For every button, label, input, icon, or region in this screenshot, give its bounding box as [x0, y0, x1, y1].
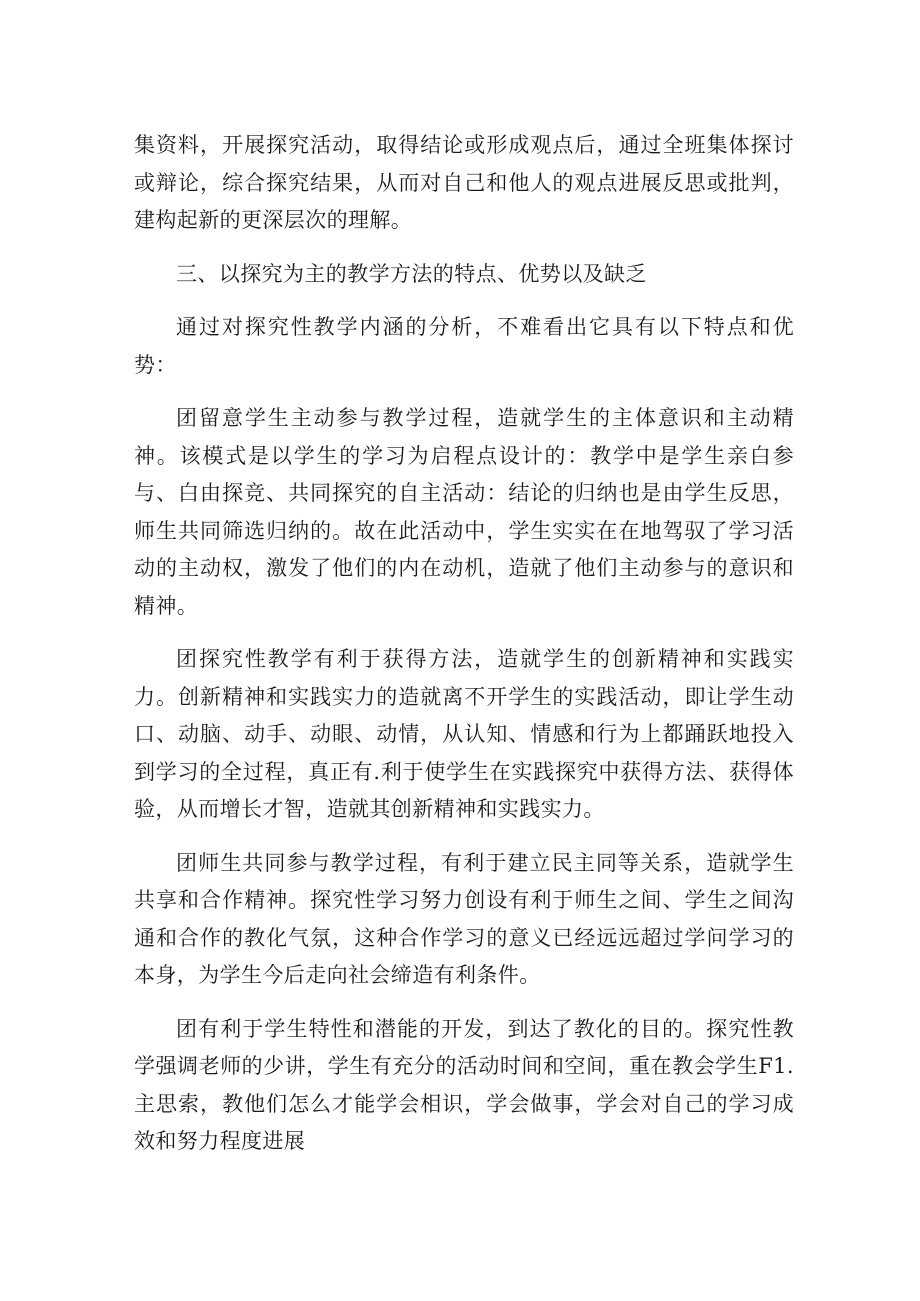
document-body [134, 127, 794, 1177]
paragraph-intro: 通过对探究性教学内涵的分析，不难看出它具有以下特点和优势： [134, 315, 794, 377]
paragraph-continuation: 集资料，开展探究活动，取得结论或形成观点后，通过全班集体探讨或辩论，综合探究结果，从而对自己和他人的观点进展反思或批判，建构起新的更深层次的理解。 [134, 133, 794, 232]
section-heading: 三、以探究为主的教学方法的特点、优势以及缺乏 [176, 261, 647, 286]
paragraph-point-3: 团师生共同参与教学过程，有利于建立民主同等关系，造就学生共享和合作精神。探究性学习努力创设有利于师生之间、学生之间沟通和合作的教化气氛，这种合作学习的意义已经远远超过学问学习的本身，为学生今后走向社会缔造有利条件。 [134, 850, 794, 987]
paragraph-point-1: 团留意学生主动参与教学过程，造就学生的主体意识和主动精神。该模式是以学生的学习为启程点设计的：教学中是学生亲白参与、白由探竞、共同探究的自主活动：结论的归纳也是由学生反思，师生共同筛选归纳的。故在此活动中，学生实实在在地驾驭了学习活动的主动权，激发了他们的内在动机，造就了他们主动参与的意识和精神。 [134, 406, 794, 618]
paragraph-point-4: 团有利于学生特性和潜能的开发，到达了教化的目的。探究性教学强调老师的少讲，学生有充分的活动时间和空间，重在教会学生F1.主思索，教他们怎么才能学会相识，学会做事，学会对自己的学习成效和努力程度进展 [134, 1016, 794, 1153]
paragraph-point-2: 团探究性教学有利于获得方法，造就学生的创新精神和实践实力。创新精神和实践实力的造就离不开学生的实践活动，即让学生动口、动脑、动手、动眼、动情，从认知、情感和行为上都踊跃地投入到学习的全过程，真正有.利于使学生在实践探究中获得方法、获得体验，从而增长才智，造就其创新精神和实践实力。 [134, 647, 794, 821]
